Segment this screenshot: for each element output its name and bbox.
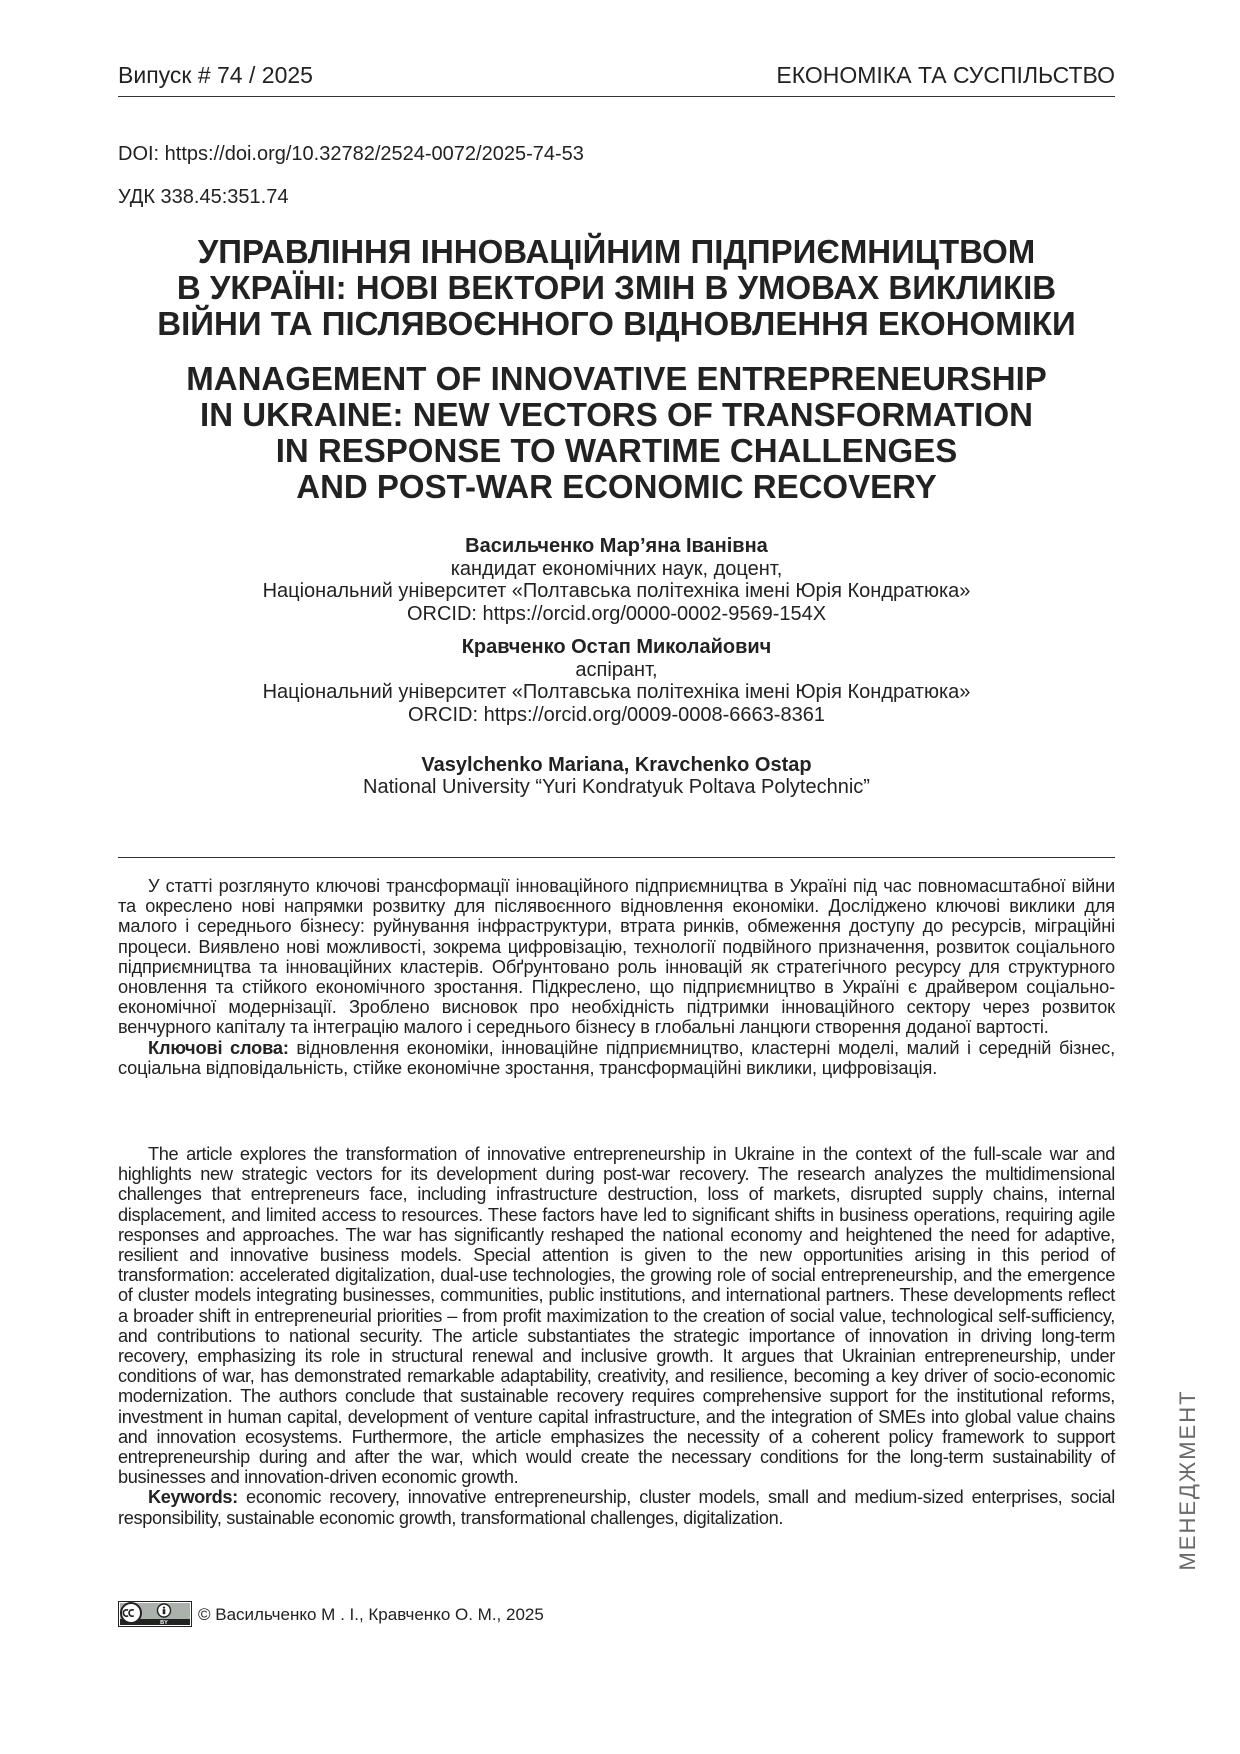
license-badge-label: BY [160, 1620, 168, 1627]
authors-block [118, 535, 1115, 799]
author-orcid: ORCID: https://orcid.org/0000-0002-9569-154X [406, 603, 827, 626]
journal-name: ЕКОНОМІКА ТА СУСПІЛЬСТВО [776, 62, 1115, 88]
author-affiliation: Національний університет «Полтавська політехніка імені Юрія Кондратюка» [262, 681, 971, 704]
author-affiliation: Національний університет «Полтавська політехніка імені Юрія Кондратюка» [262, 580, 971, 603]
authors-english-affiliation: National University “Yuri Kondratyuk Poltava Polytechnic” [363, 776, 870, 799]
author-degree: аспірант, [575, 658, 658, 681]
title-ukrainian [118, 234, 1115, 342]
copyright: © Васильченко М . І., Кравченко О. М., 2025 [198, 1605, 544, 1624]
abstract-ukrainian [118, 876, 1115, 1078]
title-line: MANAGEMENT OF INNOVATIVE ENTREPRENEURSHIP [186, 360, 1047, 397]
title-line: УПРАВЛІННЯ ІННОВАЦІЙНИМ ПІДПРИЄМНИЦТВОМ [197, 233, 1036, 270]
keywords-label: Ключові слова: [148, 1037, 289, 1058]
author-1 [118, 535, 1115, 626]
author-degree: кандидат економічних наук, доцент, [450, 557, 783, 580]
issue-number: Випуск # 74 / 2025 [118, 62, 313, 88]
author-2 [118, 636, 1115, 727]
abstract-text: У статті розглянуто ключові трансформації інноваційного підприємництва в Україні під час повномасштабної війни та окреслено нові напрямки розвитку для післявоєнного відновлення економіки. Досліджено ключові виклики для малого і середнього бізнесу: руйнування інфраструктури, втрата ринків, обмеження доступу до ресурсів, міграційні процеси. Виявлено нові можливості, зокрема цифровізацію, технології подвійного призначення, розвиток соціального підприємництва та інноваційних кластерів. Обґрунтовано роль інновацій як стратегічного ресурсу для структурного оновлення та стійкого економічного зростання. Підкреслено, що підприємництво в Україні є драйвером соціально-економічної модернізації. Зроблено висновок про необхідність підтримки інноваційного сектору через розвиток венчурного капіталу та інтеграцію малого і середнього бізнесу в глобальні ланцюги створення доданої вартості. [118, 876, 1115, 1038]
cc-by-license-icon [118, 1601, 192, 1627]
author-name: Васильченко Мар’яна Іванівна [465, 535, 768, 557]
title-line: IN RESPONSE TO WARTIME CHALLENGES [275, 432, 958, 469]
section-label-text: МЕНЕДЖМЕНТ [1175, 1389, 1200, 1571]
abstract-divider [118, 857, 1115, 858]
title-english [118, 361, 1115, 505]
author-name: Кравченко Остап Миколайович [461, 635, 772, 658]
doi: DOI: https://doi.org/10.32782/2524-0072/2025-74-53 [118, 143, 584, 165]
abstract-english [118, 1144, 1115, 1528]
title-line: В УКРАЇНІ: НОВІ ВЕКТОРИ ЗМІН В УМОВАХ ВИКЛИКІВ [176, 269, 1057, 306]
title-line: ВІЙНИ ТА ПІСЛЯВОЄННОГО ВІДНОВЛЕННЯ ЕКОНОМІКИ [157, 305, 1076, 342]
author-orcid: ORCID: https://orcid.org/0009-0008-6663-8361 [408, 703, 825, 726]
section-label [1158, 1330, 1218, 1630]
authors-english-names: Vasylchenko Mariana, Kravchenko Ostap [421, 753, 812, 776]
header-divider [118, 96, 1115, 97]
keywords-label: Keywords: [148, 1487, 238, 1508]
keywords-text: відновлення економіки, інноваційне підприємництво, кластерні моделі, малий і середній бізнес, соціальна відповідальність, стійке економічне зростання, трансформаційні виклики, цифровізація. [118, 1037, 1116, 1078]
authors-english [118, 754, 1115, 799]
keywords [118, 1038, 1115, 1078]
title-block [118, 234, 1115, 505]
title-line: AND POST-WAR ECONOMIC RECOVERY [296, 468, 937, 505]
udk-code: УДК 338.45:351.74 [118, 186, 289, 208]
abstract-text: The article explores the transformation of innovative entrepreneurship in Ukraine in the context of the full-scale war and highlights new strategic vectors for its development during post-war recovery. The research analyzes the multidimensional challenges that entrepreneurs face, including infrastructure destruction, loss of markets, disrupted supply chains, internal displacement, and limited access to resources. These factors have led to significant shifts in business operations, requiring agile responses and approaches. The war has significantly reshaped the national economy and heightened the need for adaptive, resilient and innovative business models. Special attention is given to the new opportunities arising in this period of transformation: accelerated digitalization, dual-use technologies, the growing role of social entrepreneurship, and the emergence of cluster models integrating businesses, communities, public institutions, and international partners. These developments reflect a broader shift in entrepreneurial priorities – from profit maximization to the creation of social value, technological self-sufficiency, and contributions to national security. The article substantiates the strategic importance of innovation in driving long-term recovery, emphasizing its role in structural renewal and inclusive growth. It argues that Ukrainian entrepreneurship, under conditions of war, has demonstrated remarkable adaptability, creativity, and resilience, becoming a key driver of socio-economic modernization. The authors conclude that sustainable recovery requires comprehensive support for the institutional reforms, investment in human capital, development of venture capital infrastructure, and the integration of SMEs into global value chains and innovation ecosystems. Furthermore, the article emphasizes the necessity of a coherent policy framework to support entrepreneurship during and after the war, which would create the necessary conditions for the long-term sustainability of businesses and innovation-driven economic growth. [118, 1144, 1115, 1488]
keywords [118, 1487, 1115, 1527]
title-line: IN UKRAINE: NEW VECTORS OF TRANSFORMATION [200, 396, 1033, 433]
keywords-text: economic recovery, innovative entrepreneurship, cluster models, small and medium-sized enterprises, social responsibility, sustainable economic growth, transformational challenges, digitalization. [118, 1487, 1115, 1528]
